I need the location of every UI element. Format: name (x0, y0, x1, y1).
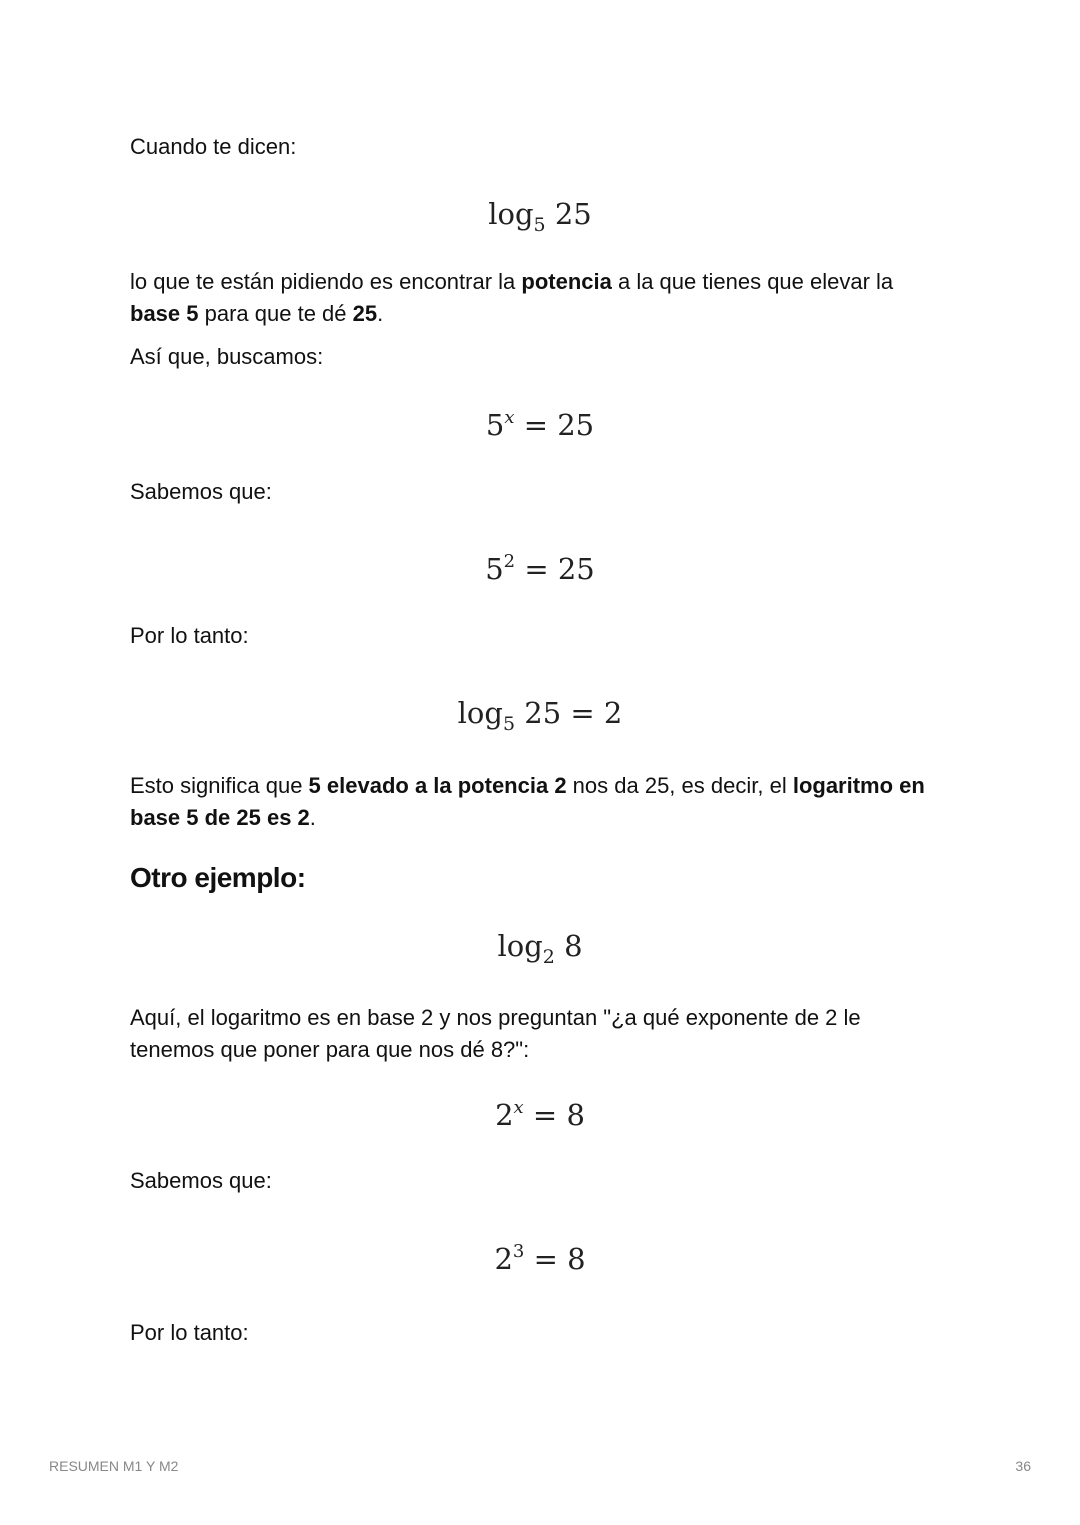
text: . (309, 805, 316, 830)
math-rhs: = 25 (524, 552, 595, 586)
paragraph-buscamos: Así que, buscamos: (130, 344, 324, 369)
math-arg: 25 = 2 (524, 696, 623, 730)
footer-title: RESUMEN M1 Y M2 (49, 1458, 179, 1474)
math-arg: 8 (564, 929, 583, 963)
text: lo que te están pidiendo es encontrar la (130, 269, 522, 294)
text: tenemos que poner para que nos dé 8?": (130, 1037, 530, 1062)
math-base: 2 (495, 1098, 514, 1132)
paragraph-sabemos-2: Sabemos que: (130, 1168, 272, 1193)
math-5x-25 (0, 405, 1080, 445)
math-2x-8 (0, 1095, 1080, 1135)
math-rhs: = 8 (532, 1098, 585, 1132)
math-fn: log (488, 197, 534, 231)
math-sub: 2 (542, 946, 555, 968)
paragraph-por-lo-tanto: Por lo tanto: (130, 623, 249, 648)
math-fn: log (497, 929, 543, 963)
math-log5-25 (0, 194, 1080, 234)
text: Esto significa que (130, 773, 309, 798)
text: Aquí, el logaritmo es en base 2 y nos preguntan "¿a qué exponente de 2 le (130, 1005, 861, 1030)
paragraph-explanation (130, 266, 893, 330)
math-log5-25-eq-2 (0, 693, 1080, 733)
math-base: 2 (494, 1242, 513, 1276)
math-log2-8 (0, 926, 1080, 966)
math-52-25 (0, 549, 1080, 589)
page-number: 36 (1015, 1458, 1031, 1474)
text: nos da 25, es decir, el (566, 773, 793, 798)
math-rhs: = 25 (523, 408, 595, 442)
math-exp: 2 (503, 551, 516, 572)
text: . (377, 301, 384, 326)
math-exp: x (513, 1097, 524, 1118)
math-exp: 3 (512, 1241, 525, 1262)
math-23-8 (0, 1239, 1080, 1279)
math-base: 5 (485, 552, 504, 586)
math-exp: x (504, 407, 515, 428)
paragraph-sabemos: Sabemos que: (130, 479, 272, 504)
math-sub: 5 (533, 214, 546, 236)
section-heading: Otro ejemplo: (130, 862, 306, 893)
bold-text: base 5 (130, 301, 199, 326)
paragraph-example-question (130, 1002, 861, 1066)
math-fn: log (457, 696, 503, 730)
math-base: 5 (485, 408, 505, 442)
paragraph-conclusion (130, 770, 925, 834)
bold-text: logaritmo en (792, 773, 925, 798)
bold-text: 5 elevado a la potencia 2 (308, 773, 567, 798)
math-arg: 25 (554, 197, 592, 231)
bold-text: potencia (521, 269, 612, 294)
text: a la que tienes que elevar la (611, 269, 894, 294)
bold-text: base 5 de 25 es 2 (130, 805, 310, 830)
paragraph-por-lo-tanto-2: Por lo tanto: (130, 1320, 249, 1345)
bold-text: 25 (352, 301, 378, 326)
text: para que te dé (198, 301, 353, 326)
math-rhs: = 8 (533, 1242, 586, 1276)
paragraph-intro: Cuando te dicen: (130, 134, 297, 159)
math-sub: 5 (502, 713, 516, 735)
